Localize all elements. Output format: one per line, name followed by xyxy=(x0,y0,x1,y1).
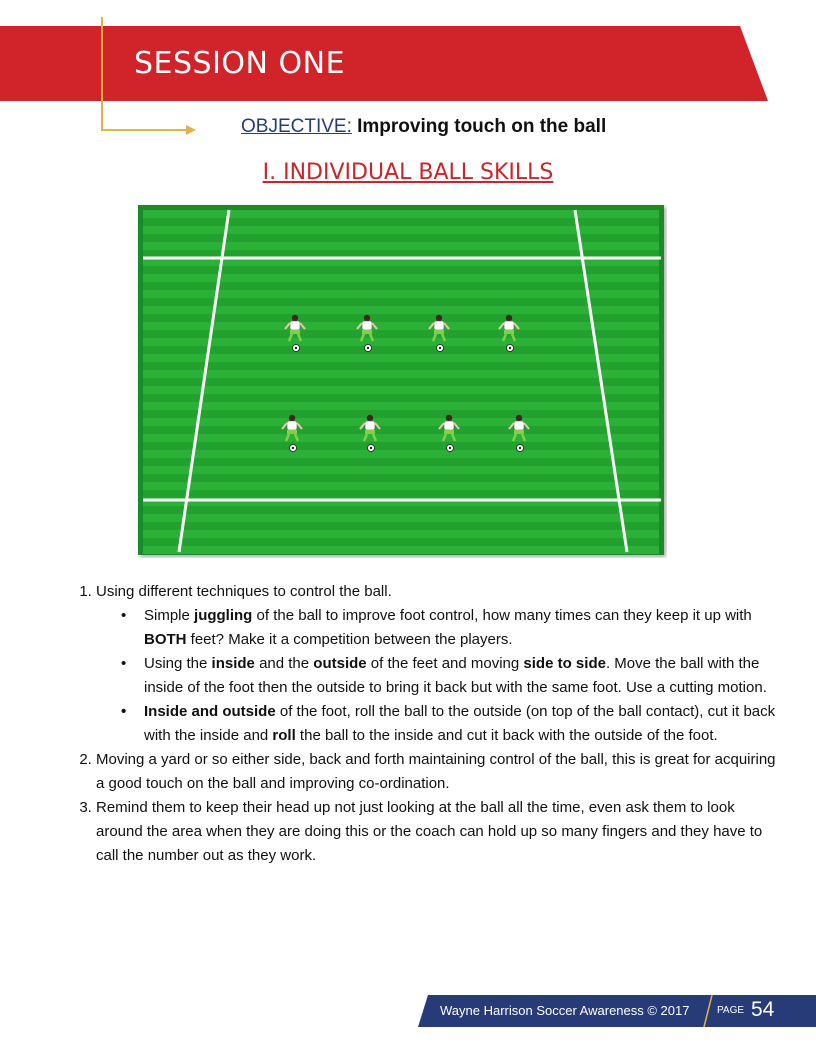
pitch-diagram xyxy=(137,204,667,558)
pitch-stripe xyxy=(143,482,659,490)
page-number: 54 xyxy=(751,998,775,1021)
page-title: SESSION ONE xyxy=(134,46,346,81)
list-item-text: Remind them to keep their head up not just looking at the ball all the time, even ask them to look around the area when they are doing this or the coach can hold up so many fingers and they have to call the number out as they work. xyxy=(96,799,763,864)
bullet-item: • Inside and outside of the foot, roll the ball to the outside (on top of the ball contact), cut it back with the inside and roll the ball to the inside and cut it back with the outside of the foot. xyxy=(144,700,780,748)
pitch-stripe xyxy=(143,450,659,458)
instructions xyxy=(60,580,780,868)
pitch-stripe xyxy=(143,354,659,362)
pitch-stripe xyxy=(143,210,659,218)
list-item xyxy=(96,580,780,748)
objective-text: Improving touch on the ball xyxy=(351,116,607,137)
pitch-stripe xyxy=(143,290,659,298)
bullet-item: • Using the inside and the outside of the feet and moving side to side. Move the ball with the inside of the foot then the outside to bring it back but with the same foot. Use a cutting motion. xyxy=(144,652,780,700)
pitch-stripe xyxy=(143,434,659,442)
list-item xyxy=(96,748,780,796)
pitch-stripe xyxy=(143,370,659,378)
list-item-text: Moving a yard or so either side, back and forth maintaining control of the ball, this is great for acquiring a good touch on the ball and improving co-ordination. xyxy=(96,751,776,792)
pitch-stripe xyxy=(143,466,659,474)
pitch-stripe xyxy=(143,418,659,426)
list-item xyxy=(96,796,780,868)
pitch-stripe xyxy=(143,546,659,554)
pitch-stripe xyxy=(143,338,659,346)
pitch-stripe xyxy=(143,530,659,538)
pitch-stripe xyxy=(143,226,659,234)
list-item-text: Using different techniques to control the ball. xyxy=(96,583,392,600)
page-label: PAGE xyxy=(717,1005,745,1016)
pitch-stripe xyxy=(143,306,659,314)
pitch-stripe xyxy=(143,402,659,410)
section-title: I. INDIVIDUAL BALL SKILLS xyxy=(262,160,554,185)
objective-label: OBJECTIVE: xyxy=(241,116,352,137)
pitch-stripe xyxy=(143,514,659,522)
objective xyxy=(241,116,606,138)
pitch-stripe xyxy=(143,322,659,330)
pitch-svg xyxy=(137,204,667,558)
footer-copyright: Wayne Harrison Soccer Awareness © 2017 xyxy=(440,1003,690,1018)
pitch-stripe xyxy=(143,386,659,394)
bullet-item: • Simple juggling of the ball to improve foot control, how many times can they keep it up with BOTH feet? Make it a competition between the players. xyxy=(144,604,780,652)
